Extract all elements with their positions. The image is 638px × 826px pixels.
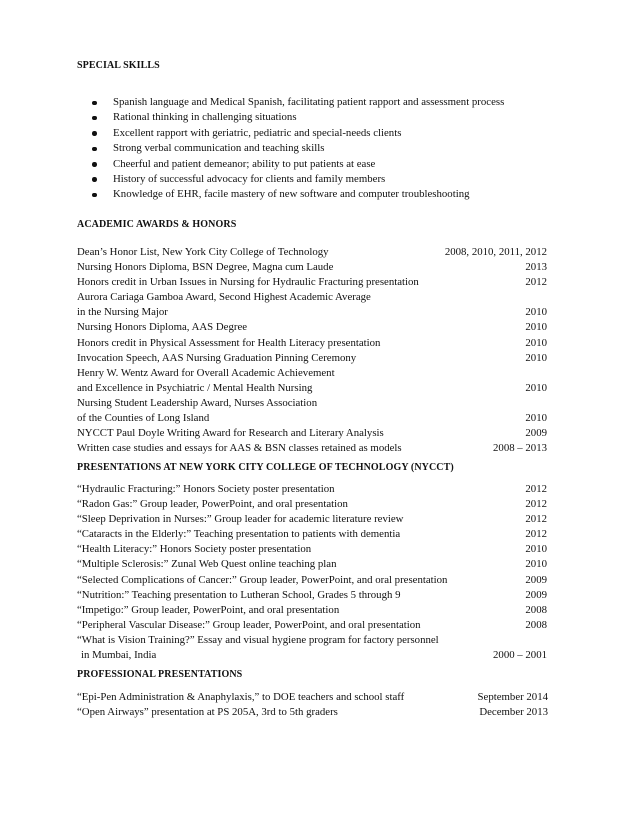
presentation-year: 2009 bbox=[525, 588, 547, 601]
skill-text: Cheerful and patient demeanor; ability to put patients at ease bbox=[113, 157, 376, 170]
table-row bbox=[77, 260, 547, 275]
professional-text: “Epi-Pen Administration & Anaphylaxis,” to DOE teachers and school staff bbox=[77, 691, 405, 703]
award-year: 2010 bbox=[525, 351, 547, 364]
award-text: Nursing Student Leadership Award, Nurses Association bbox=[77, 396, 318, 409]
presentation-text: “Hydraulic Fracturing:” Honors Society poster presentation bbox=[77, 483, 335, 495]
list-item bbox=[92, 141, 504, 156]
bullet-icon bbox=[92, 147, 97, 152]
bullet-icon bbox=[92, 193, 97, 198]
table-row bbox=[77, 381, 547, 396]
award-text: Honors credit in Physical Assessment for Health Literacy presentation bbox=[77, 336, 381, 349]
list-item bbox=[92, 172, 504, 187]
presentations-heading: PRESENTATIONS AT NEW YORK CITY COLLEGE OF TECHNOLOGY (NYCCT) bbox=[77, 462, 454, 473]
skill-text: History of successful advocacy for clients and family members bbox=[113, 172, 386, 185]
presentation-text: “Impetigo:” Group leader, PowerPoint, and oral presentation bbox=[77, 603, 340, 616]
presentation-year: 2008 bbox=[525, 618, 547, 631]
table-row bbox=[77, 633, 547, 648]
presentation-text: “Health Literacy:” Honors Society poster presentation bbox=[77, 543, 312, 556]
skill-text: Strong verbal communication and teaching skills bbox=[113, 142, 325, 155]
presentation-year: 2012 bbox=[525, 513, 547, 526]
award-text: Honors credit in Urban Issues in Nursing for Hydraulic Fracturing presentation bbox=[77, 276, 419, 289]
skill-text: Rational thinking in challenging situations bbox=[113, 111, 297, 124]
table-row bbox=[77, 588, 547, 603]
presentations-list bbox=[77, 482, 547, 663]
special-skills-list bbox=[92, 95, 504, 203]
presentation-text: “Selected Complications of Cancer:” Group leader, PowerPoint, and oral presentation bbox=[77, 573, 448, 586]
award-text: of the Counties of Long Island bbox=[77, 412, 210, 425]
presentation-year: 2000 – 2001 bbox=[493, 649, 547, 662]
presentation-text: “Radon Gas:” Group leader, PowerPoint, and oral presentation bbox=[77, 498, 348, 511]
list-item bbox=[92, 126, 504, 141]
awards-heading: ACADEMIC AWARDS & HONORS bbox=[77, 219, 237, 230]
presentation-text: “Peripheral Vascular Disease:” Group leader, PowerPoint, and oral presentation bbox=[77, 618, 421, 631]
table-row bbox=[77, 512, 547, 527]
presentation-text: “Cataracts in the Elderly:” Teaching presentation to patients with dementia bbox=[77, 528, 401, 541]
table-row bbox=[77, 603, 547, 618]
table-row bbox=[77, 527, 547, 542]
table-row bbox=[77, 573, 547, 588]
table-row bbox=[77, 411, 547, 426]
table-row bbox=[77, 290, 547, 305]
bullet-icon bbox=[92, 131, 97, 136]
table-row bbox=[77, 648, 547, 663]
table-row bbox=[77, 482, 547, 497]
award-year: 2008 – 2013 bbox=[493, 442, 547, 455]
table-row bbox=[77, 690, 548, 705]
award-year: 2012 bbox=[525, 276, 547, 289]
award-text: Dean’s Honor List, New York City College of Technology bbox=[77, 246, 329, 258]
skill-text: Excellent rapport with geriatric, pediatric and special-needs clients bbox=[113, 126, 402, 139]
award-text: in the Nursing Major bbox=[77, 306, 168, 319]
award-year: 2013 bbox=[525, 261, 547, 274]
award-year: 2010 bbox=[525, 412, 547, 425]
table-row bbox=[77, 441, 547, 456]
table-row bbox=[77, 351, 547, 366]
presentation-year: 2010 bbox=[525, 558, 547, 571]
table-row bbox=[77, 396, 547, 411]
professional-date: December 2013 bbox=[479, 706, 548, 719]
skill-text: Knowledge of EHR, facile mastery of new software and computer troubleshooting bbox=[113, 188, 470, 201]
presentation-year: 2012 bbox=[525, 528, 547, 541]
professional-text: “Open Airways” presentation at PS 205A, 3rd to 5th graders bbox=[77, 706, 338, 719]
table-row bbox=[77, 245, 547, 260]
table-row bbox=[77, 705, 548, 720]
award-text: Nursing Honors Diploma, AAS Degree bbox=[77, 321, 248, 334]
presentation-text: “Sleep Deprivation in Nurses:” Group leader for academic literature review bbox=[77, 513, 404, 526]
table-row bbox=[77, 497, 547, 512]
list-item bbox=[92, 95, 504, 110]
award-text: Nursing Honors Diploma, BSN Degree, Magna cum Laude bbox=[77, 261, 334, 274]
awards-list bbox=[77, 245, 547, 456]
award-year: 2010 bbox=[525, 381, 547, 394]
table-row bbox=[77, 557, 547, 572]
table-row bbox=[77, 366, 547, 381]
professional-list bbox=[77, 690, 548, 720]
bullet-icon bbox=[92, 177, 97, 182]
award-year: 2009 bbox=[525, 427, 547, 440]
professional-date: September 2014 bbox=[477, 691, 548, 703]
presentation-year: 2012 bbox=[525, 483, 547, 495]
presentation-text: “Nutrition:” Teaching presentation to Lutheran School, Grades 5 through 9 bbox=[77, 588, 401, 601]
presentation-year: 2008 bbox=[525, 603, 547, 616]
table-row bbox=[77, 618, 547, 633]
table-row bbox=[77, 542, 547, 557]
award-year: 2010 bbox=[525, 306, 547, 319]
award-year: 2008, 2010, 2011, 2012 bbox=[444, 246, 547, 258]
presentation-year: 2010 bbox=[525, 543, 547, 556]
special-skills-heading: SPECIAL SKILLS bbox=[77, 60, 160, 71]
list-item bbox=[92, 110, 504, 125]
list-item bbox=[92, 157, 504, 172]
bullet-icon bbox=[92, 116, 97, 121]
table-row bbox=[77, 320, 547, 335]
award-text: Henry W. Wentz Award for Overall Academic Achievement bbox=[77, 366, 335, 379]
presentation-year: 2012 bbox=[525, 498, 547, 511]
table-row bbox=[77, 305, 547, 320]
bullet-icon bbox=[92, 101, 97, 106]
table-row bbox=[77, 336, 547, 351]
award-text: and Excellence in Psychiatric / Mental Health Nursing bbox=[77, 381, 313, 394]
professional-heading: PROFESSIONAL PRESENTATIONS bbox=[77, 669, 243, 680]
award-year: 2010 bbox=[525, 336, 547, 349]
award-text: Written case studies and essays for AAS & BSN classes retained as models bbox=[77, 442, 402, 455]
award-text: NYCCT Paul Doyle Writing Award for Research and Literary Analysis bbox=[77, 427, 384, 440]
list-item bbox=[92, 187, 504, 202]
table-row bbox=[77, 275, 547, 290]
skill-text: Spanish language and Medical Spanish, facilitating patient rapport and assessment process bbox=[113, 96, 505, 108]
award-text: Aurora Cariaga Gamboa Award, Second Highest Academic Average bbox=[77, 291, 371, 304]
presentation-text: “What is Vision Training?” Essay and visual hygiene program for factory personnel bbox=[77, 633, 439, 646]
table-row bbox=[77, 426, 547, 441]
award-text: Invocation Speech, AAS Nursing Graduation Pinning Ceremony bbox=[77, 351, 357, 364]
presentation-text: “Multiple Sclerosis:” Zunal Web Quest online teaching plan bbox=[77, 558, 337, 571]
bullet-icon bbox=[92, 162, 97, 167]
award-year: 2010 bbox=[525, 321, 547, 334]
presentation-year: 2009 bbox=[525, 573, 547, 586]
presentation-text: in Mumbai, India bbox=[81, 649, 157, 662]
